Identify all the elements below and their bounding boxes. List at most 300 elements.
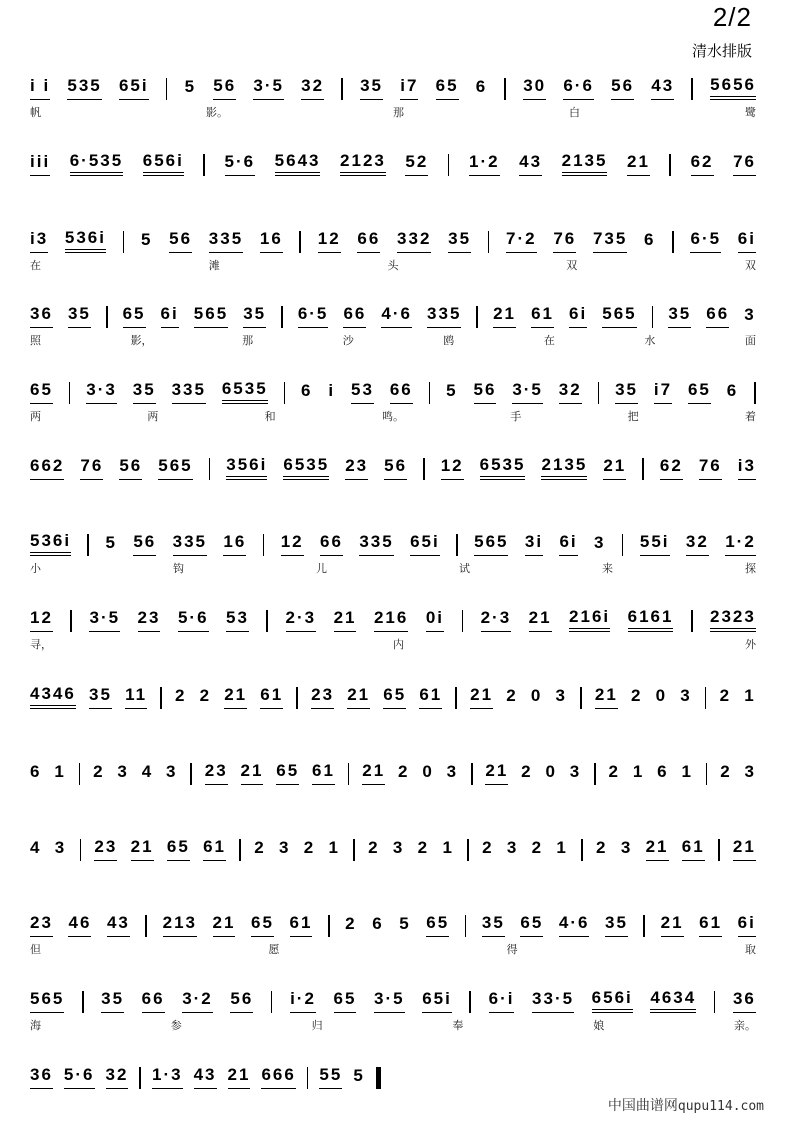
- note-group: 65: [30, 380, 53, 404]
- score-row: [30, 528, 756, 588]
- note-group: 5: [399, 914, 411, 933]
- note-group: 61: [290, 913, 313, 937]
- note-group: 21: [493, 304, 516, 328]
- note-group: 2: [93, 762, 105, 781]
- note-group: 21: [661, 913, 684, 937]
- note-group: 43: [651, 76, 674, 100]
- note-group: 3: [54, 838, 67, 857]
- page-number: 2/2: [712, 2, 752, 32]
- note-group: 66: [320, 532, 343, 556]
- note-group: 2: [345, 914, 357, 933]
- note-group: 535: [67, 76, 101, 100]
- note-group: 12: [281, 532, 304, 556]
- note-group: 3: [744, 305, 756, 324]
- note-group: 0: [422, 762, 434, 781]
- note-group: 2: [417, 838, 430, 857]
- lyric-word: 影，: [130, 334, 153, 347]
- barline: [328, 915, 330, 937]
- lyric-word: 和: [264, 410, 276, 423]
- lyric-word: 头: [387, 259, 399, 272]
- notation-line: [30, 604, 756, 632]
- note-group: 3: [446, 762, 459, 781]
- note-group: 21: [224, 685, 247, 709]
- lyric-word: 寻，: [30, 638, 52, 651]
- note-group: 56: [611, 76, 634, 100]
- note-group: 33·5: [532, 989, 574, 1013]
- note-group: 6i: [559, 532, 577, 556]
- note-group: 6535: [222, 379, 268, 404]
- final-barline: [376, 1067, 381, 1089]
- note-group: 6: [301, 381, 313, 400]
- barline: [594, 763, 596, 785]
- barline: [714, 991, 716, 1013]
- note-group: 6: [644, 230, 656, 249]
- note-group: 21: [241, 761, 264, 785]
- lyric-word: 两: [30, 410, 41, 423]
- note-group: 4·6: [381, 304, 412, 328]
- barline: [691, 610, 693, 632]
- note-group: 56: [119, 456, 142, 480]
- notation-line: [30, 376, 756, 404]
- note-group: 56: [213, 76, 236, 100]
- note-group: 35: [101, 989, 124, 1013]
- note-group: 32: [301, 76, 324, 100]
- lyric-word: 手: [510, 410, 522, 423]
- note-group: i i: [30, 76, 50, 100]
- lyric-line: [30, 636, 756, 656]
- score-row: [30, 452, 756, 512]
- barline: [307, 1067, 309, 1089]
- barline: [263, 534, 265, 556]
- note-group: 2323: [710, 607, 756, 632]
- barline: [80, 839, 82, 861]
- note-group: 35: [133, 380, 156, 404]
- note-group: 216i: [569, 607, 610, 632]
- note-group: 12: [318, 229, 341, 253]
- note-group: 61: [203, 837, 226, 861]
- barline: [504, 78, 506, 100]
- note-group: 656i: [592, 988, 633, 1013]
- note-group: 3·5: [512, 380, 543, 404]
- note-group: 0i: [426, 608, 444, 632]
- note-group: 565: [602, 304, 636, 328]
- barline: [580, 687, 582, 709]
- lyric-word: 愿: [268, 943, 280, 956]
- barline: [70, 610, 72, 632]
- note-group: 21: [334, 608, 357, 632]
- note-group: 35: [605, 913, 628, 937]
- lyric-word: 双: [566, 259, 578, 272]
- note-group: 1: [556, 838, 568, 857]
- note-group: 6i: [161, 304, 179, 328]
- note-group: 356i: [226, 455, 267, 480]
- lyric-line: [30, 257, 756, 277]
- note-group: 65: [123, 304, 146, 328]
- barline: [166, 78, 168, 100]
- note-group: 35: [68, 304, 91, 328]
- barline: [69, 382, 71, 404]
- note-group: 735: [593, 229, 627, 253]
- lyric-word: 鸥: [443, 334, 455, 347]
- note-group: 23: [30, 913, 53, 937]
- note-group: 0: [530, 686, 543, 705]
- notation-line: [30, 300, 756, 328]
- barline: [341, 78, 343, 100]
- note-group: 35: [360, 76, 383, 100]
- note-group: 21: [213, 913, 236, 937]
- note-group: 2: [303, 838, 316, 857]
- note-group: 2: [506, 686, 518, 705]
- note-group: 0: [545, 762, 557, 781]
- note-group: 6: [372, 914, 384, 933]
- barline: [622, 534, 624, 556]
- note-group: 35: [482, 913, 505, 937]
- note-group: 65i: [410, 532, 440, 556]
- barline: [471, 763, 473, 785]
- note-group: 36: [30, 304, 53, 328]
- note-group: 23: [311, 685, 334, 709]
- note-group: 332: [397, 229, 431, 253]
- lyric-word: 探: [745, 562, 756, 575]
- barline: [465, 915, 467, 937]
- note-group: 6i: [569, 304, 587, 328]
- lyric-line: [30, 1017, 756, 1037]
- lyric-line: [30, 104, 756, 124]
- lyric-word: 试: [459, 562, 470, 575]
- note-group: 55i: [640, 532, 670, 556]
- note-group: 536i: [30, 531, 71, 556]
- note-group: 5·6: [64, 1065, 95, 1089]
- lyric-word: 外: [745, 638, 756, 651]
- barline: [160, 687, 162, 709]
- note-group: 1: [681, 762, 693, 781]
- note-group: 52: [405, 152, 428, 176]
- note-group: 7·2: [506, 229, 537, 253]
- note-group: 3: [117, 762, 129, 781]
- score-row: [30, 72, 756, 132]
- note-group: 21: [347, 685, 370, 709]
- note-group: 5: [105, 533, 117, 552]
- note-group: 76: [80, 456, 103, 480]
- note-group: 335: [172, 380, 206, 404]
- note-group: 65i: [119, 76, 149, 100]
- score-row: [30, 376, 756, 436]
- lyric-word: 内: [393, 638, 404, 651]
- note-group: 2: [719, 686, 732, 705]
- score-row: [30, 985, 756, 1045]
- barline: [139, 1067, 141, 1089]
- note-group: 56: [384, 456, 407, 480]
- lyric-word: 面: [744, 334, 756, 347]
- note-group: i7: [400, 76, 418, 100]
- watermark-site: 中国曲谱网: [607, 1098, 678, 1114]
- note-group: 2: [254, 838, 266, 857]
- score-row: [30, 757, 756, 817]
- lyric-word: 得: [506, 943, 518, 956]
- note-group: 5·6: [178, 608, 209, 632]
- barline: [469, 991, 471, 1013]
- barline: [348, 763, 350, 785]
- note-group: 3: [506, 838, 519, 857]
- note-group: 66: [142, 989, 165, 1013]
- barline: [123, 231, 125, 253]
- lyric-word: 把: [627, 410, 639, 423]
- note-group: 565: [158, 456, 192, 480]
- lyric-word: 沙: [342, 334, 354, 347]
- note-group: 21: [470, 685, 493, 709]
- note-group: 21: [228, 1065, 251, 1089]
- note-group: 23: [138, 608, 161, 632]
- note-group: 6: [475, 77, 488, 96]
- note-group: 62: [660, 456, 683, 480]
- note-group: 23: [205, 761, 228, 785]
- barline: [718, 839, 720, 861]
- barline: [429, 382, 431, 404]
- note-group: 21: [362, 761, 385, 785]
- note-group: 12: [441, 456, 464, 480]
- note-group: 55: [319, 1065, 342, 1089]
- barline: [488, 231, 490, 253]
- note-group: 3·5: [253, 76, 284, 100]
- note-group: 656i: [143, 151, 184, 176]
- note-group: 1·2: [725, 532, 756, 556]
- site-watermark: [608, 1095, 764, 1115]
- note-group: 65i: [422, 989, 452, 1013]
- note-group: 53: [351, 380, 374, 404]
- barline: [106, 306, 108, 328]
- barline: [423, 458, 425, 480]
- note-group: 213: [163, 913, 197, 937]
- note-group: 53: [226, 608, 249, 632]
- note-group: 2: [174, 686, 187, 705]
- note-group: 3: [569, 762, 582, 781]
- lyric-line: [30, 560, 756, 580]
- note-group: 30: [523, 76, 546, 100]
- note-group: 16: [260, 229, 283, 253]
- note-group: 3i: [525, 532, 543, 556]
- note-group: 65: [167, 837, 190, 861]
- note-group: 23: [345, 456, 368, 480]
- barline: [598, 382, 600, 404]
- note-group: 335: [209, 229, 243, 253]
- note-group: 4: [141, 762, 154, 781]
- barline: [266, 610, 268, 632]
- note-group: iii: [30, 152, 50, 176]
- note-group: 0: [655, 686, 668, 705]
- note-group: i: [328, 381, 336, 400]
- note-group: 2: [596, 838, 608, 857]
- note-group: 2123: [340, 151, 386, 176]
- watermark-url: qupu114.com: [677, 1099, 764, 1114]
- note-group: 6·5: [690, 229, 721, 253]
- note-group: 1: [632, 762, 645, 781]
- note-group: 6·i: [489, 989, 515, 1013]
- notation-line: [30, 909, 756, 937]
- barline: [448, 154, 450, 176]
- note-group: 21: [733, 837, 756, 861]
- lyric-word: 那: [242, 334, 254, 347]
- lyric-word: 双: [745, 259, 756, 272]
- note-group: 2: [720, 762, 732, 781]
- lyric-word: 来: [602, 562, 613, 575]
- note-group: 65: [426, 913, 449, 937]
- note-group: 1: [54, 762, 66, 781]
- note-group: 21: [131, 837, 154, 861]
- note-group: 6i: [738, 913, 756, 937]
- note-group: 3: [744, 762, 756, 781]
- note-group: 21: [595, 685, 618, 709]
- score-row: [30, 148, 756, 208]
- note-group: 56: [230, 989, 253, 1013]
- note-group: 5·6: [225, 152, 256, 176]
- lyric-word: 帆: [30, 106, 41, 119]
- note-group: 6: [30, 762, 42, 781]
- note-group: 21: [529, 608, 552, 632]
- lyric-word: 小: [30, 562, 41, 575]
- note-group: 61: [260, 685, 283, 709]
- barline: [754, 382, 756, 404]
- lyric-word: 白: [569, 106, 580, 119]
- barline: [209, 458, 211, 480]
- note-group: 35: [615, 380, 638, 404]
- note-group: 65: [383, 685, 406, 709]
- note-group: 11: [125, 685, 147, 709]
- note-group: 35: [89, 685, 112, 709]
- score-row: [30, 833, 756, 893]
- note-group: 2: [368, 838, 380, 857]
- note-group: 56: [474, 380, 497, 404]
- note-group: 6535: [283, 455, 329, 480]
- lyric-word: 奉: [452, 1019, 464, 1032]
- score-row: [30, 225, 756, 285]
- note-group: 666: [261, 1065, 295, 1089]
- note-group: 65: [251, 913, 274, 937]
- note-group: 3·3: [86, 380, 117, 404]
- note-group: 6: [657, 762, 669, 781]
- note-group: 2: [199, 686, 212, 705]
- lyric-word: 钩: [173, 562, 184, 575]
- notation-line: [30, 757, 756, 785]
- note-group: 565: [194, 304, 228, 328]
- note-group: i3: [30, 229, 48, 253]
- notation-line: [30, 1061, 756, 1089]
- note-group: 3·2: [182, 989, 213, 1013]
- lyric-line: [30, 332, 756, 352]
- note-group: 36: [733, 989, 756, 1013]
- note-group: 61: [531, 304, 554, 328]
- note-group: 1: [442, 838, 454, 857]
- note-group: 35: [448, 229, 471, 253]
- notation-line: [30, 225, 756, 253]
- barline: [296, 687, 298, 709]
- score-row: [30, 300, 756, 360]
- note-group: 65: [334, 989, 357, 1013]
- note-group: 35: [668, 304, 691, 328]
- note-group: 2135: [562, 151, 608, 176]
- note-group: 3·5: [89, 608, 120, 632]
- barline: [239, 839, 241, 861]
- note-group: 56: [133, 532, 156, 556]
- lyric-word: 那: [393, 106, 404, 119]
- barline: [82, 991, 84, 1013]
- lyric-word: 着: [744, 410, 756, 423]
- note-group: 46: [68, 913, 91, 937]
- lyric-word: 在: [30, 259, 41, 272]
- note-group: 6·535: [70, 151, 123, 176]
- note-group: 2: [531, 838, 544, 857]
- lyric-word: 归: [311, 1019, 323, 1032]
- note-group: 4634: [650, 988, 696, 1013]
- note-group: 5643: [275, 151, 321, 176]
- lyric-word: 在: [543, 334, 555, 347]
- note-group: 32: [686, 532, 709, 556]
- note-group: 4346: [30, 684, 76, 709]
- note-group: 2·3: [481, 608, 512, 632]
- note-group: 3: [594, 533, 606, 552]
- note-group: 62: [691, 152, 714, 176]
- note-group: 3: [620, 838, 633, 857]
- barline: [581, 839, 583, 861]
- arranger-credit: 清水排版: [691, 42, 752, 60]
- lyric-word: 鹭: [745, 106, 756, 119]
- note-group: 2: [608, 762, 620, 781]
- note-group: 6·6: [563, 76, 594, 100]
- note-group: 6161: [628, 607, 674, 632]
- notation-line: [30, 148, 756, 176]
- note-group: 65: [276, 761, 299, 785]
- note-group: i3: [738, 456, 756, 480]
- barline: [87, 534, 89, 556]
- lyric-word: 儿: [316, 562, 327, 575]
- note-group: 3: [166, 762, 178, 781]
- barline: [705, 687, 707, 709]
- note-group: 2·3: [286, 608, 317, 632]
- note-group: 3: [278, 838, 291, 857]
- barline: [145, 915, 147, 937]
- note-group: 76: [553, 229, 576, 253]
- lyric-word: 滩: [208, 259, 220, 272]
- note-group: 6·5: [298, 304, 329, 328]
- barline: [672, 231, 674, 253]
- note-group: 2: [521, 762, 533, 781]
- barline: [462, 610, 464, 632]
- note-group: 565: [30, 989, 64, 1013]
- note-group: 1·2: [469, 152, 500, 176]
- note-group: i·2: [290, 989, 316, 1013]
- note-group: 61: [699, 913, 722, 937]
- note-group: 36: [30, 1065, 53, 1089]
- barline: [203, 154, 205, 176]
- note-group: 4·6: [559, 913, 590, 937]
- note-group: 65: [688, 380, 711, 404]
- note-group: 1: [328, 838, 340, 857]
- note-group: 61: [312, 761, 335, 785]
- note-group: 21: [627, 152, 650, 176]
- note-group: 3: [680, 686, 692, 705]
- note-group: 66: [343, 304, 366, 328]
- note-group: 66: [706, 304, 729, 328]
- note-group: 335: [359, 532, 393, 556]
- lyric-word: 影。: [206, 106, 228, 119]
- note-group: 21: [646, 837, 669, 861]
- note-group: 216: [374, 608, 408, 632]
- score-row: [30, 681, 756, 741]
- lyric-word: 照: [30, 334, 41, 347]
- lyric-word: 海: [30, 1019, 41, 1032]
- note-group: 56: [169, 229, 192, 253]
- note-group: 23: [94, 837, 117, 861]
- barline: [456, 534, 458, 556]
